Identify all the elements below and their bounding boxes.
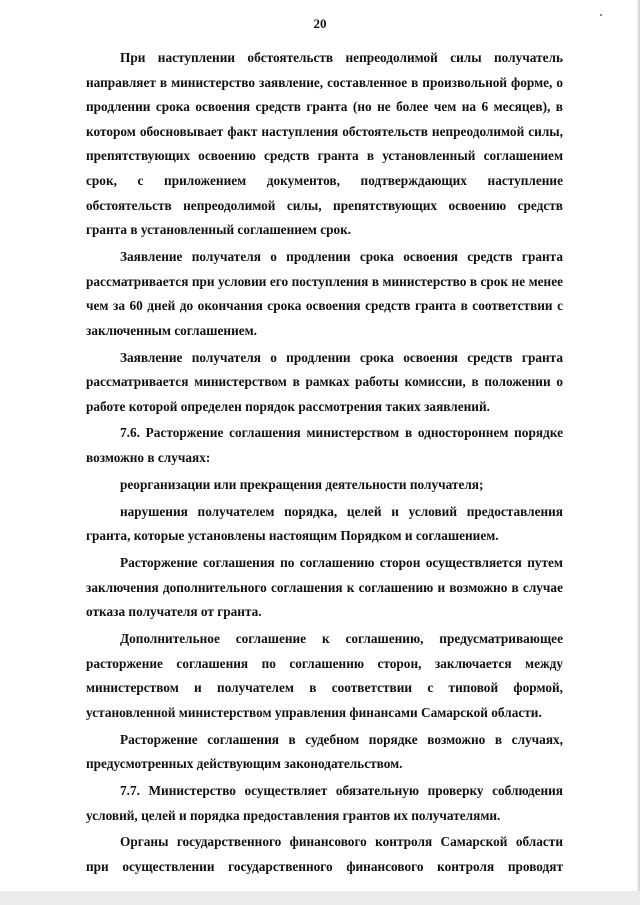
paragraph-judicial-termination: Расторжение соглашения в судебном порядке возможно в случаях, предусмотренных действующим законодательством.	[86, 731, 563, 772]
document-body	[86, 46, 563, 882]
paragraph-financial-control: Органы государственного финансового контроля Самарской области при осуществлении государственного финансового контроля проводят	[86, 834, 563, 874]
list-item-violation: нарушения получателем порядка, целей и условий предоставления гранта, которые установлены настоящим Порядком и соглашением.	[86, 503, 563, 544]
paragraph-application-review: Заявление получателя о продлении срока освоения средств гранта рассматривается министерством в рамках работы комиссии, в положении о работе которой определен порядок рассмотрения таких заявлений.	[86, 349, 563, 414]
paragraph-7-7-inspection: 7.7. Министерство осуществляет обязательную проверку соблюдения условий, целей и порядка предоставления грантов их получателями.	[86, 782, 563, 823]
paragraph-additional-agreement: Дополнительное соглашение к соглашению, предусматривающее расторжение соглашения по соглашению сторон, заключается между министерством и получателем в соответствии с типовой формой, установленной министерством управления финансами Самарской области.	[86, 630, 563, 720]
paragraph-force-majeure-notice: При наступлении обстоятельств непреодолимой силы получатель направляет в министерство заявление, составленное в произвольной форме, о продлении срока освоения средств гранта (но не более чем на 6 месяцев), в котором обосновывает факт наступления обстоятельств непреодолимой силы, препятствующих освоению средств гранта в установленный соглашением срок, с приложением документов, подтверждающих наступление обстоятельств непреодолимой силы, препятствующих освоению средств гранта в установленный соглашением срок.	[86, 50, 563, 238]
page-number: 20	[313, 16, 327, 31]
paragraph-application-deadline: Заявление получателя о продлении срока освоения средств гранта рассматривается при условии его поступления в министерство в срок не менее чем за 60 дней до окончания срока освоения средств гранта в соответствии с заключенным соглашением.	[86, 248, 563, 338]
paragraph-7-6-heading: 7.6. Расторжение соглашения министерством в одностороннем порядке возможно в случаях:	[86, 425, 563, 466]
paragraph-mutual-termination: Расторжение соглашения по соглашению сторон осуществляется путем заключения дополнительного соглашения к соглашению и возможно в случае отказа получателя от гранта.	[86, 555, 563, 620]
list-item-reorganization: реорганизации или прекращения деятельности получателя;	[120, 476, 484, 492]
scan-bottom-margin	[0, 891, 640, 905]
